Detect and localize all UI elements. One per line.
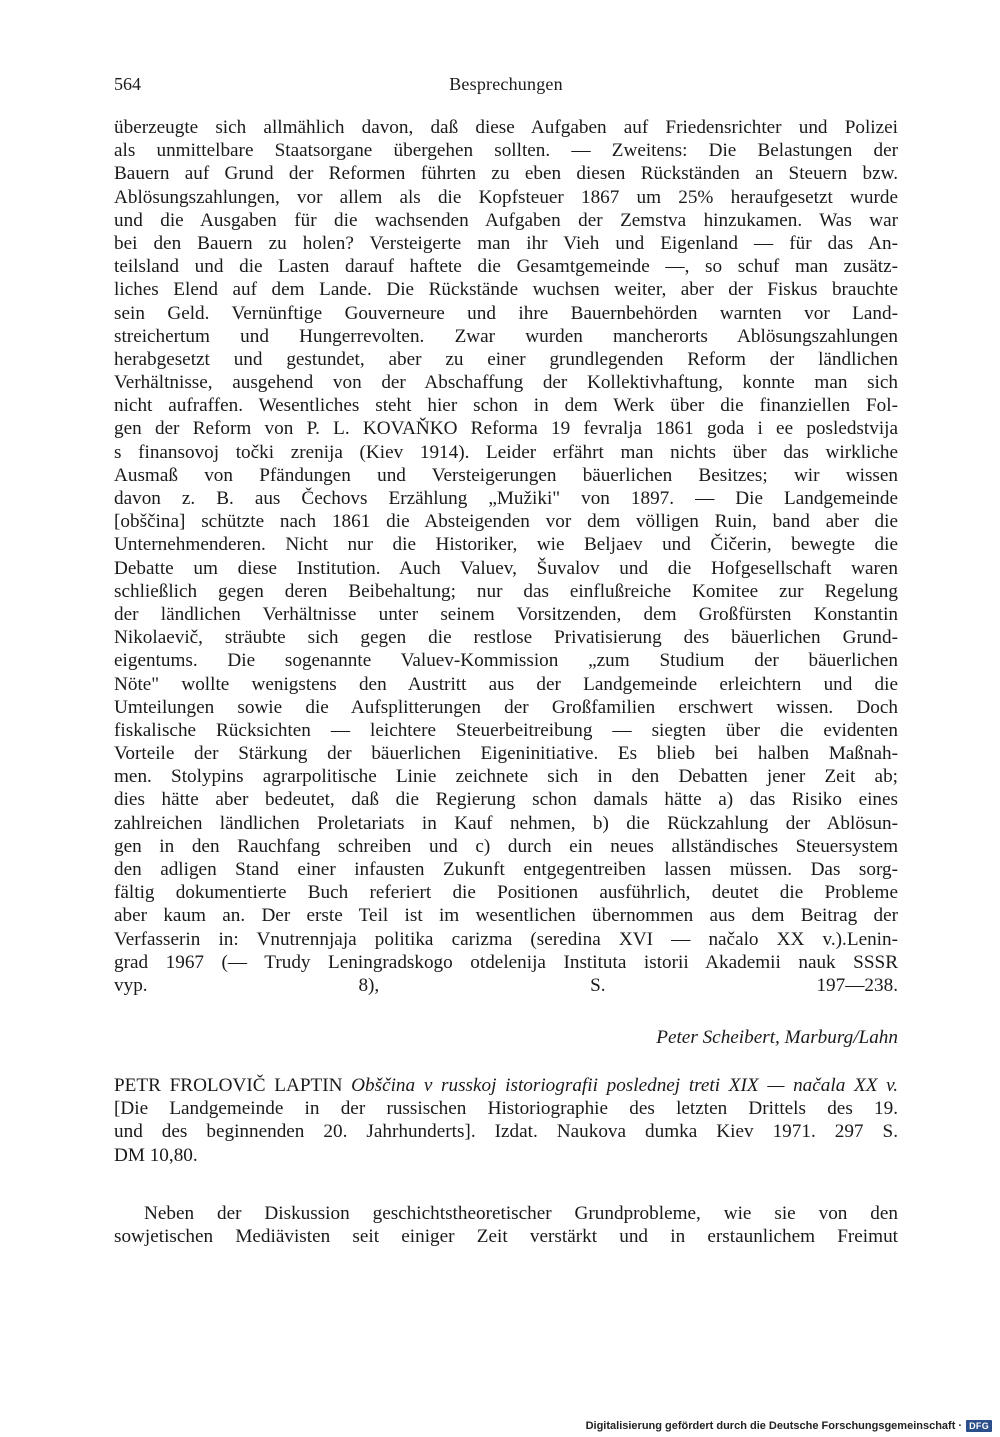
footer-text: Digitalisierung gefördert durch die Deutsche Forschungsgemeinschaft · xyxy=(585,1420,963,1432)
citation-line: [Die Landgemeinde in der russischen Historiographie des letzten Drittels des 19. xyxy=(114,1098,898,1120)
body-line: Neben der Diskussion geschichtstheoretischer Grundprobleme, wie sie von den xyxy=(144,1203,898,1224)
body-line: gen in den Rauchfang schreiben und c) durch ein neues allständisches Steuersystem xyxy=(114,835,898,857)
body-line: der ländlichen Verhältnisse unter seinem Vorsitzenden, dem Großfürsten Konstantin xyxy=(114,603,898,625)
body-line: den adligen Stand einer infausten Zukunft entgegentreiben lassen müssen. Das sorg- xyxy=(114,859,898,880)
dfg-logo: DFG xyxy=(966,1420,992,1432)
reviewed-author: PETR FROLOVIČ LAPTIN xyxy=(114,1075,343,1096)
body-line: herabgesetzt und gestundet, aber zu einer grundlegenden Reform der ländlichen xyxy=(114,348,898,370)
body-line: Bauern auf Grund der Reformen führten zu eben diesen Rückständen an Steuern bzw. xyxy=(114,163,898,185)
citation-line: und des beginnenden 20. Jahrhunderts]. Izdat. Naukova dumka Kiev 1971. 297 S. xyxy=(114,1121,898,1143)
reviewed-title: Obščina v russkoj istoriografii poslednej treti XIX — načala XX v. xyxy=(351,1075,898,1096)
body-line: Debatte um diese Institution. Auch Valuev, Šuvalov und die Hofgesellschaft waren xyxy=(114,557,898,579)
body-line: s finansovoj točki zrenija (Kiev 1914). Leider erfährt man nichts über das wirkliche xyxy=(114,441,898,463)
body-line: Vorteile der Stärkung der bäuerlichen Eigeninitiative. Es blieb bei halben Maßnah- xyxy=(114,743,898,765)
body-line: fältig dokumentierte Buch referiert die Positionen ausführlich, deutet die Probleme xyxy=(114,882,898,904)
body-line: sein Geld. Vernünftige Gouverneure und ihre Bauernbehörden warnten vor Land- xyxy=(114,302,898,324)
review-citation xyxy=(114,1074,898,1167)
body-line: davon z. B. aus Čechovs Erzählung „Mužiki" von 1897. — Die Landgemeinde xyxy=(114,488,898,509)
digitization-footer xyxy=(586,1419,992,1433)
body-line: nicht aufraffen. Wesentliches steht hier schon in dem Werk über die finanziellen Fol- xyxy=(114,395,898,417)
citation-line: DM 10,80. xyxy=(114,1144,198,1166)
body-line: Nikolaevič, sträubte sich gegen die restlose Privatisierung des bäuerlichen Grund- xyxy=(114,627,898,649)
review-body-text xyxy=(114,1202,898,1248)
body-line: vyp. 8), S. 197—238. xyxy=(114,974,898,996)
body-line: Nöte" wollte wenigstens den Austritt aus der Landgemeinde erleichtern und die xyxy=(114,673,898,695)
body-line: und die Ausgaben für die wachsenden Aufgaben der Zemstva hinzukamen. Was war xyxy=(114,209,898,231)
body-line: bei den Bauern zu holen? Versteigerte man ihr Vieh und Eigenland — für das An- xyxy=(114,232,898,254)
body-line: Verhältnisse, ausgehend von der Abschaffung der Kollektivhaftung, konnte man sich xyxy=(114,372,898,394)
running-head: Besprechungen xyxy=(449,74,563,94)
body-line: Verfasserin in: Vnutrennjaja politika carizma (seredina XVI — načalo XX v.).Lenin- xyxy=(114,928,898,950)
body-line: Ablösungszahlungen, vor allem als die Kopfsteuer 1867 um 25% heraufgesetzt wurde xyxy=(114,186,898,208)
body-line: Umteilungen sowie die Aufsplitterungen der Großfamilien erschwert wissen. Doch xyxy=(114,696,898,718)
body-text xyxy=(114,116,898,1020)
body-line: men. Stolypins agrarpolitische Linie zeichnete sich in den Debatten jener Zeit ab; xyxy=(114,766,898,788)
body-line: sowjetischen Mediävisten seit einiger Zeit verstärkt und in erstaunlichem Freimut xyxy=(114,1226,898,1248)
body-line: grad 1967 (— Trudy Leningradskogo otdelenija Instituta istorii Akademii nauk SSSR xyxy=(114,951,898,973)
body-line: zahlreichen ländlichen Proletariats in Kauf nehmen, b) die Rückzahlung der Ablösun- xyxy=(114,812,898,834)
body-line: [obščina] schützte nach 1861 die Absteigenden vor dem völligen Ruin, band aber die xyxy=(114,511,898,533)
body-line: streichertum und Hungerrevolten. Zwar wurden mancherorts Ablösungszahlungen xyxy=(114,325,898,347)
body-line xyxy=(114,997,898,1020)
citation-line xyxy=(114,1074,898,1097)
body-line: fiskalische Rücksichten — leichtere Steuerbeitreibung — siegten über die evidenten xyxy=(114,719,898,741)
body-line: Ausmaß von Pfändungen und Versteigerungen bäuerlichen Besitzes; wir wissen xyxy=(114,464,898,486)
body-line: liches Elend auf dem Lande. Die Rückstände wuchsen weiter, aber der Fiskus brauchte xyxy=(114,279,898,301)
body-line: Unternehmenderen. Nicht nur die Historiker, wie Beljaev und Čičerin, bewegte die xyxy=(114,534,898,556)
body-line: dies hätte aber bedeutet, daß die Regierung schon damals hätte a) das Risiko eines xyxy=(114,789,898,811)
body-line: aber kaum an. Der erste Teil ist im wesentlichen übernommen aus dem Beitrag der xyxy=(114,905,898,927)
page-number: 564 xyxy=(114,74,141,94)
body-line: eigentums. Die sogenannte Valuev-Kommission „zum Studium der bäuerlichen xyxy=(114,650,898,672)
reviewer-signature: Peter Scheibert, Marburg/Lahn xyxy=(656,1027,898,1048)
body-line: teilsland und die Lasten darauf haftete die Gesamtgemeinde —, so schuf man zusätz- xyxy=(114,256,898,278)
body-line: überzeugte sich allmählich davon, daß diese Aufgaben auf Friedensrichter und Polizei xyxy=(114,117,898,138)
body-line: gen der Reform von P. L. KOVAŇKO Reforma 19 fevralja 1861 goda i ee posledstvija xyxy=(114,418,898,440)
body-line: als unmittelbare Staatsorgane übergehen sollten. — Zweitens: Die Belastungen der xyxy=(114,140,898,162)
body-line: schließlich gegen deren Beibehaltung; nur das einflußreiche Komitee zur Regelung xyxy=(114,580,898,602)
page-header xyxy=(114,74,898,102)
